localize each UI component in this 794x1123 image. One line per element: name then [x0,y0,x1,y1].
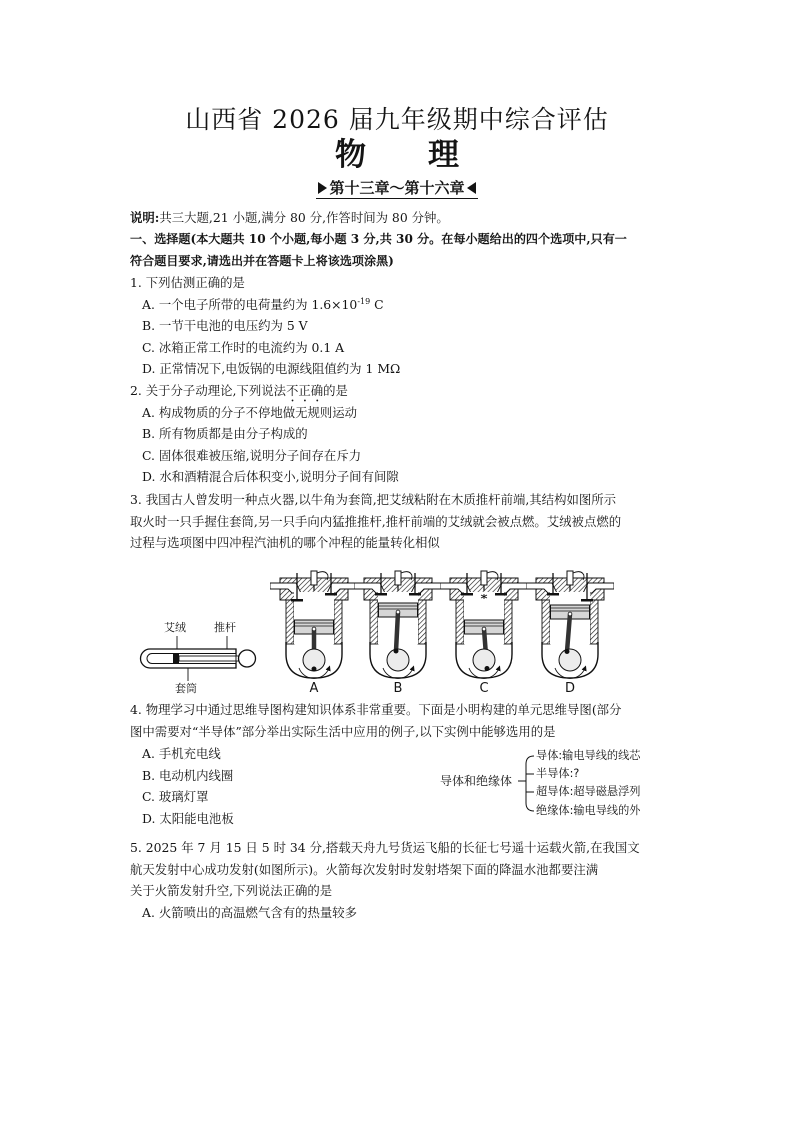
cylinder-wall-right [334,600,342,644]
chapter-banner-inner [316,178,477,199]
engine-label-c: C [479,681,489,696]
instructions [130,207,668,229]
question-3-figure [130,560,668,700]
engine-label-d: D [564,681,575,696]
option-d: D. 水和酒精混合后体积变小,说明分子间有间隙 [142,469,399,485]
engine-diagram [354,570,442,680]
option-c: C. 冰箱正常工作时的电流约为 0.1 A [142,339,345,355]
moxa-label: 艾绒 [164,621,186,634]
wrist-pin [568,612,572,616]
question-4-options [130,743,420,829]
option-a: A. 手机充电线 [142,746,221,761]
crank-pin [485,666,490,671]
question-3 [130,489,668,554]
left-triangle-icon [467,182,476,194]
crankshaft [559,649,581,671]
cylinder-wall-left [370,600,378,644]
fire-piston-igniter-diagram [130,560,260,698]
engine-option-c [440,570,528,680]
section-heading-line: 符合题目要求,请选出并在答题卡上将该选项涂黑) [130,253,394,268]
instructions-label: 说明: [130,210,160,225]
push-rod-knob [239,650,256,667]
cylinder-wall-left [456,600,464,644]
crank-pin [394,649,399,654]
option-b: B. 一节干电池的电压约为 5 V [142,318,308,334]
question-stem [130,380,668,402]
question-2 [130,380,668,488]
push-rod [179,656,236,661]
option-d: D. 太阳能电池板 [142,810,234,826]
mind-map-branch-semiconductor: 半导体:? [536,767,580,780]
engine-diagram [526,570,614,680]
mind-map-branch-insulator: 绝缘体:输电导线的外 [536,804,641,817]
mind-map-root: 导体和绝缘体 [440,774,513,788]
wrist-pin [396,610,400,614]
question-stem-line: 关于火箭发射升空,下列说法正确的是 [130,883,333,899]
option-d: D. 正常情况下,电饭锅的电源线阻值约为 1 MΩ [142,361,401,377]
wrist-pin [312,627,316,631]
option-a-exponent: -19 [357,296,371,306]
question-stem-line: 航天发射中心成功发射(如图所示)。火箭每次发射时发射塔架下面的降温水池都要注满 [130,861,599,877]
connecting-rod [396,612,398,651]
option-a [130,294,668,316]
sleeve-label: 套筒 [175,682,197,695]
cylinder-wall-left [542,600,550,644]
mind-map-branch-conductor: 导体:输电导线的线芯 [536,749,641,762]
engine-option-d [526,570,614,680]
option-a: A. 火箭喷出的高温燃气含有的热量较多 [142,904,358,920]
engine-label-b: B [393,681,403,696]
cylinder-wall-right [504,600,512,644]
stem-after: 的是 [323,383,348,398]
crank-pin [565,649,570,654]
question-stem-line: 3. 我国古人曾发明一种点火器,以牛角为套筒,把艾绒粘附在木质推杆前端,其结构如图所示 [130,492,617,507]
question-4-stem [130,699,668,742]
option-b: B. 所有物质都是由分子构成的 [142,426,308,442]
section-1-heading [130,229,668,272]
option-a-text: A. 一个电子所带的电荷量约为 1.6×10 [142,296,358,312]
chapter-banner [297,177,497,199]
mind-map-branch-superconductor: 超导体:超导磁悬浮列 [536,785,641,798]
crank-pin [312,667,317,672]
engine-label-a: A [309,681,319,696]
engine-diagram [270,570,358,680]
moxa [173,654,179,664]
question-stem-line: 5. 2025 年 7 月 15 日 5 时 34 分,搭载天舟九号货运飞船的长征七号遥十运载火箭,在我国文 [130,840,640,855]
right-triangle-icon [318,182,327,194]
exam-title: 山西省 2026 届九年级期中综合评估 [185,105,609,134]
question-5 [130,837,668,923]
mind-map [436,744,668,824]
question-1 [130,272,668,380]
option-c: C. 玻璃灯罩 [142,789,209,805]
wrist-pin [482,627,486,631]
engine-option-a [270,570,358,680]
subject-title: 物 理 [335,137,459,173]
branch-bracket [526,756,534,811]
instructions-text: 共三大题,21 小题,满分 80 分,作答时间为 80 分钟。 [159,210,449,225]
question-stem: 1. 下列估测正确的是 [130,275,245,290]
section-heading-line: 一、选择题(本大题共 10 个小题,每小题 3 分,共 30 分。在每小题给出的四个选项中,只有一 [130,232,627,246]
cylinder-wall-left [286,600,294,644]
option-b: B. 电动机内线圈 [142,767,234,783]
question-stem-line: 过程与选项图中四冲程汽油机的哪个冲程的能量转化相似 [130,535,440,551]
chapter-range: 第十三章～第十六章 [329,179,465,197]
question-stem-line: 图中需要对“半导体”部分举出实际生活中应用的例子,以下实例中能够选用的是 [130,723,556,739]
instructions-line [130,207,668,229]
option-a: A. 构成物质的分子不停地做无规则运动 [142,404,358,420]
rod-label: 推杆 [214,621,236,634]
question-stem-line: 4. 物理学习中通过思维导图构建知识体系非常重要。下面是小明构建的单元思维导图(部分 [130,702,622,717]
engine-diagram [440,570,528,680]
stem-before: 2. 关于分子动理论,下列说法 [130,383,286,398]
cylinder-wall-right [590,600,598,644]
question-stem-line: 取火时一只手握住套筒,另一只手向内猛推推杆,推杆前端的艾绒就会被点燃。艾绒被点燃的 [130,513,622,529]
crankshaft [473,649,495,671]
cylinder-wall-right [418,600,426,644]
engine-option-b [354,570,442,680]
connecting-rod [567,614,570,652]
option-a-unit: C [370,296,384,312]
option-c: C. 固体很难被压缩,说明分子间存在斥力 [142,447,362,463]
stem-emphasis: 不正确 [286,383,324,398]
